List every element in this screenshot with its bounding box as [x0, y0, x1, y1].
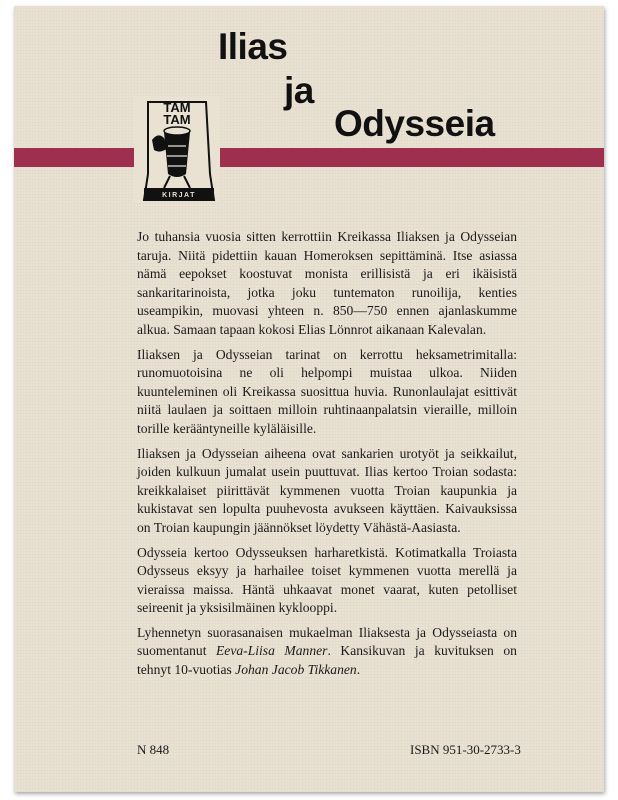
tamtam-logo	[134, 96, 220, 202]
series-code: N 848	[137, 742, 170, 757]
title-ilias: Ilias	[218, 26, 288, 67]
blurb-text	[137, 228, 517, 686]
credits-text-a: Lyhennetyn suorasanaisen mukaelman Iliaksesta ja Odysseiasta on suomentanut	[137, 624, 517, 659]
paragraph-2: Iliaksen ja Odysseian tarinat on kerrottu heksametrimitalla: runomuotoisina ne oli helpompi muistaa ulkoa. Niiden kuunteleminen oli Kreikassa suosittua huvia. Runonlaulajat esittivät niitä laulaen ja soittaen milloin ruhtinaanpalatsin vieraille, milloin torille kerääntyneille kyläläisille.	[137, 346, 517, 436]
book-back-cover	[14, 6, 604, 792]
title-ja: ja	[284, 70, 314, 111]
paragraph-5	[137, 624, 517, 680]
credits-text-b: . Kansikuvan ja kuvituksen on tehnyt 10-vuotias	[137, 643, 517, 678]
paragraph-1: Jo tuhansia vuosia sitten kerrottiin Kreikassa Iliaksen ja Odysseian taruja. Niitä pidettiin kauan Homeroksen sepittäminä. Itse asiassa nämä eepokset koostuvat monista erillisistä ja eri ikäisistä sankaritarinoista, jotka joku tuntematon runoilija, kenties useampikin, muovasi yhteen n. 850—750 ennen ajanlaskumme alkua. Samaan tapaan kokosi Elias Lönnrot aikanaan Kalevalan.	[137, 229, 517, 337]
logo-bottom-text: KIRJAT	[162, 192, 196, 199]
crimson-stripe	[14, 148, 604, 167]
translator-name: Eeva-Liisa Manner	[216, 643, 328, 659]
paragraph-4: Odysseia kertoo Odysseuksen harharetkistä. Kotimatkalla Troiasta Odysseus eksyy ja harhailee toiset kymmenen vuotta merellä ja vieraissa maissa. Häntä uhkaavat monet vaarat, kuten petolliset seireenit ja yksisilmäinen kyklooppi.	[137, 544, 517, 616]
credits-text-c: .	[356, 662, 361, 678]
isbn-number: ISBN 951-30-2733-3	[410, 742, 521, 757]
paragraph-3: Iliaksen ja Odysseian aiheena ovat sankarien urotyöt ja seikkailut, joiden kulkuun jumalat usein puuttuvat. Ilias kertoo Troian sodasta: kreikkalaiset piirittävät kymmenen vuotta Troian kaupunkia ja kukistavat sen lopulta puuhevosta avukseen käyttäen. Kaivauksissa on Troian kaupungin jäännökset löydetty Vähästä-Aasiasta.	[137, 445, 517, 535]
illustrator-name: Johan Jacob Tikkanen	[235, 662, 357, 678]
logo-second-text: TAM	[163, 112, 191, 127]
title-odysseia: Odysseia	[334, 103, 495, 144]
logo-top-text: TAM	[163, 100, 191, 115]
drum-icon	[134, 96, 220, 202]
